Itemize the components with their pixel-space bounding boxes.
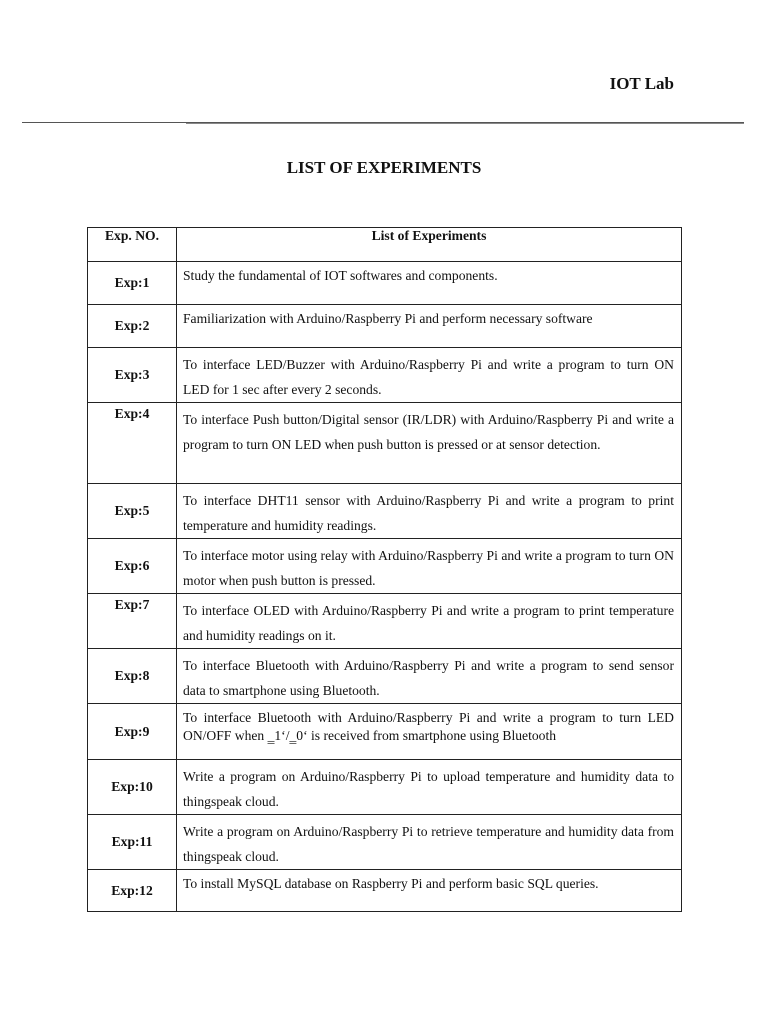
table-row bbox=[88, 870, 682, 912]
exp-number: Exp:8 bbox=[88, 649, 177, 704]
exp-number: Exp:9 bbox=[88, 704, 177, 760]
exp-number: Exp:6 bbox=[88, 539, 177, 594]
exp-number: Exp:10 bbox=[88, 760, 177, 815]
exp-number: Exp:4 bbox=[88, 403, 177, 484]
table-row bbox=[88, 403, 682, 484]
exp-description: To interface Push button/Digital sensor (IR/LDR) with Arduino/Raspberry Pi and write a program to turn ON LED when push button is pressed or at sensor detection. bbox=[177, 403, 682, 484]
column-header-list: List of Experiments bbox=[177, 228, 682, 262]
exp-description: Familiarization with Arduino/Raspberry Pi and perform necessary software bbox=[177, 305, 682, 348]
exp-description: To install MySQL database on Raspberry Pi and perform basic SQL queries. bbox=[177, 870, 682, 912]
exp-description: To interface LED/Buzzer with Arduino/Raspberry Pi and write a program to turn ON LED for 1 sec after every 2 seconds. bbox=[177, 348, 682, 403]
exp-description: To interface Bluetooth with Arduino/Raspberry Pi and write a program to send sensor data to smartphone using Bluetooth. bbox=[177, 649, 682, 704]
table-header-row bbox=[88, 228, 682, 262]
exp-description: To interface Bluetooth with Arduino/Raspberry Pi and write a program to turn LED ON/OFF when ‗1‘/‗0‘ is received from smartphone using Bluetooth bbox=[177, 704, 682, 760]
column-header-exp-no: Exp. NO. bbox=[88, 228, 177, 262]
exp-number: Exp:7 bbox=[88, 594, 177, 649]
table-row bbox=[88, 704, 682, 760]
exp-number: Exp:2 bbox=[88, 305, 177, 348]
header-title: IOT Lab bbox=[609, 74, 674, 93]
exp-number: Exp:5 bbox=[88, 484, 177, 539]
table-row bbox=[88, 815, 682, 870]
experiments-table bbox=[87, 227, 682, 912]
table-row bbox=[88, 348, 682, 403]
table-row bbox=[88, 760, 682, 815]
table-row bbox=[88, 262, 682, 305]
table-row bbox=[88, 305, 682, 348]
exp-description: To interface OLED with Arduino/Raspberry Pi and write a program to print temperature and humidity readings on it. bbox=[177, 594, 682, 649]
exp-description: Write a program on Arduino/Raspberry Pi to retrieve temperature and humidity data from thingspeak cloud. bbox=[177, 815, 682, 870]
page-title: LIST OF EXPERIMENTS bbox=[286, 158, 482, 177]
table-row bbox=[88, 539, 682, 594]
exp-number: Exp:12 bbox=[88, 870, 177, 912]
header-rule-shadow bbox=[186, 123, 744, 124]
exp-number: Exp:11 bbox=[88, 815, 177, 870]
exp-description: Write a program on Arduino/Raspberry Pi to upload temperature and humidity data to thingspeak cloud. bbox=[177, 760, 682, 815]
exp-description: Study the fundamental of IOT softwares and components. bbox=[177, 262, 682, 305]
table-row bbox=[88, 594, 682, 649]
exp-number: Exp:1 bbox=[88, 262, 177, 305]
exp-description: To interface DHT11 sensor with Arduino/Raspberry Pi and write a program to print temperature and humidity readings. bbox=[177, 484, 682, 539]
exp-description: To interface motor using relay with Arduino/Raspberry Pi and write a program to turn ON motor when push button is pressed. bbox=[177, 539, 682, 594]
table-row bbox=[88, 649, 682, 704]
table-row bbox=[88, 484, 682, 539]
exp-number: Exp:3 bbox=[88, 348, 177, 403]
